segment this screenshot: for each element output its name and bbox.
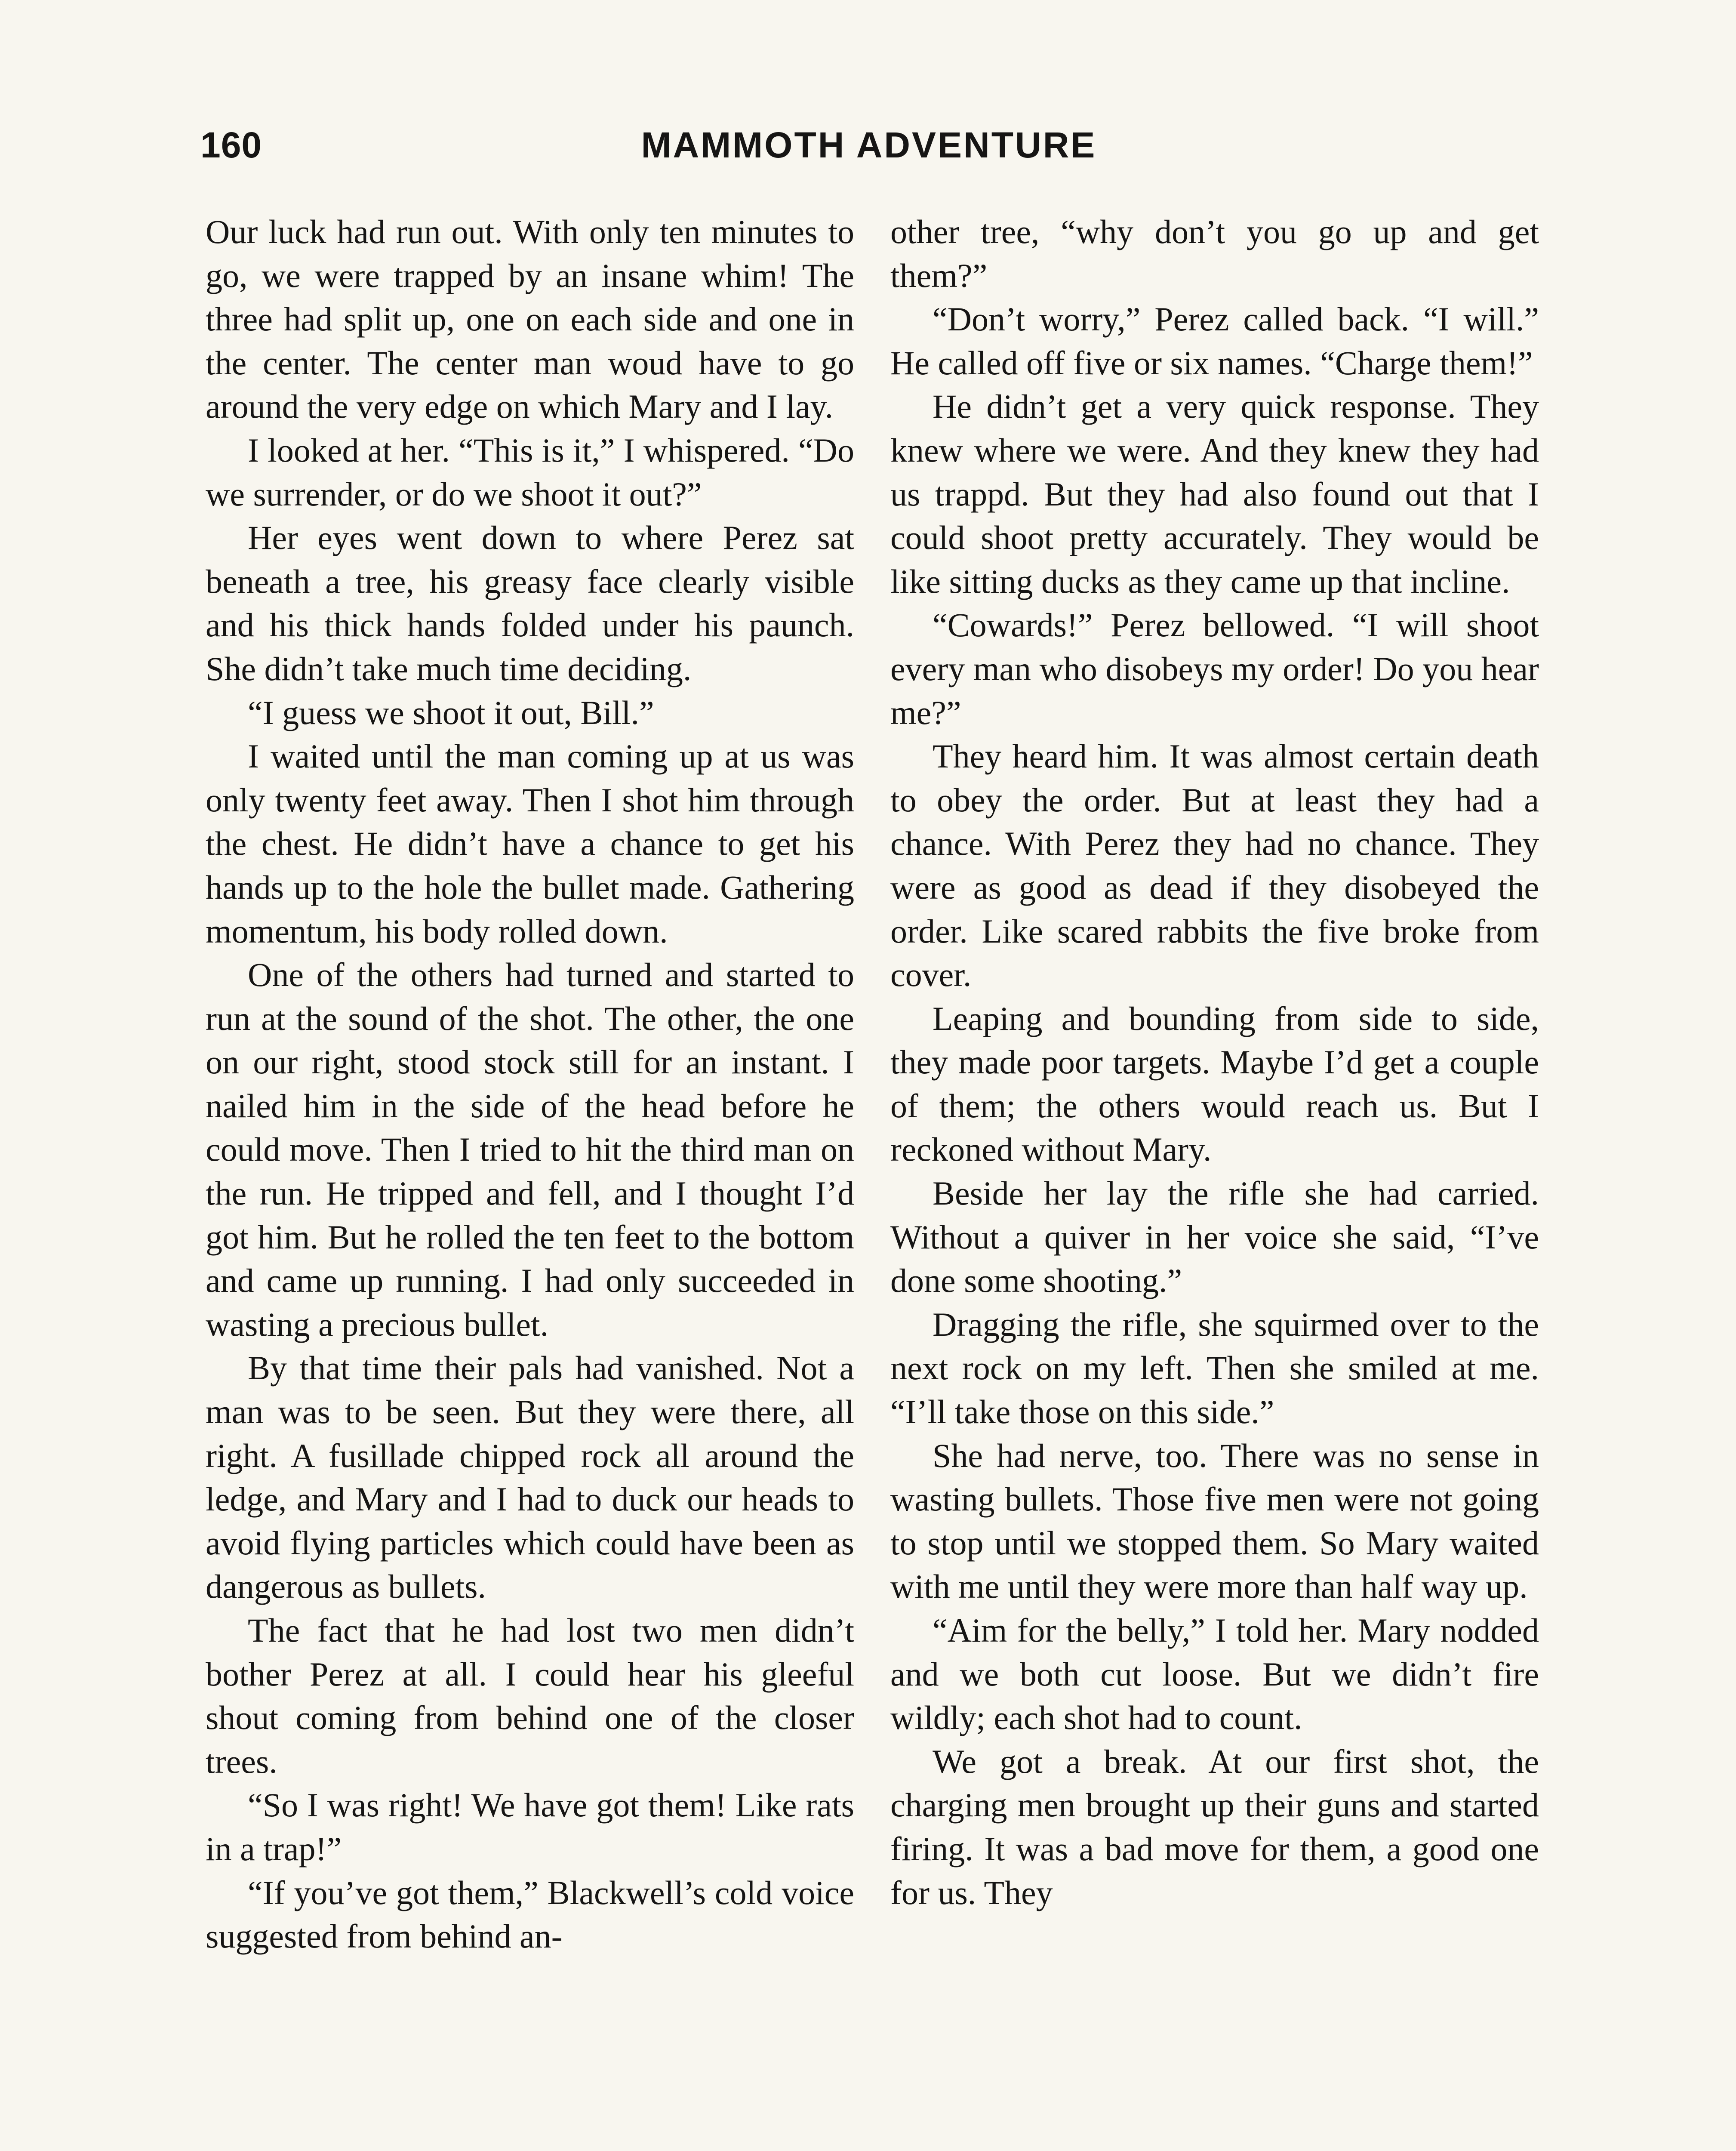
paragraph: He didn’t get a very quick response. They knew where we were. And they knew they had us trappd. But they had also found out that I could shoot pretty accurately. They would be like sitting ducks as they came up that incline. <box>890 388 1539 600</box>
paragraph: Leaping and bounding from side to side, they made poor targets. Maybe I’d get a couple of them; the others would reach us. But I reckoned without Mary. <box>890 999 1539 1168</box>
paragraph: I looked at her. “This is it,” I whispered. “Do we surrender, or do we shoot it out?” <box>206 431 854 513</box>
page-number: 160 <box>200 125 262 165</box>
right-column <box>890 210 1539 2151</box>
paragraph: We got a break. At our first shot, the charging men brought up their guns and started firing. It was a bad move for them, a good one for us. They <box>890 1742 1539 1911</box>
paragraph: Beside her lay the rifle she had carried. Without a quiver in her voice she said, “I’ve done some shooting.” <box>890 1174 1539 1300</box>
paragraph: Our luck had run out. With only ten minutes to go, we were trapped by an insane whim! The three had split up, one on each side and one in the center. The center man woud have to go around the very edge on which Mary and I lay. <box>206 213 854 425</box>
paragraph: “Cowards!” Perez bellowed. “I will shoot every man who disobeys my order! Do you hear me?” <box>890 606 1539 731</box>
paragraph: They heard him. It was almost certain death to obey the order. But at least they had a chance. With Perez they had no chance. They were as good as dead if they disobeyed the order. Like scared rabbits the five broke from cover. <box>890 737 1539 994</box>
paragraph: The fact that he had lost two men didn’t bother Perez at all. I could hear his gleeful shout coming from behind one of the closer trees. <box>206 1612 854 1780</box>
paragraph: By that time their pals had vanished. Not a man was to be seen. But they were there, all right. A fusillade chipped rock all around the ledge, and Mary and I had to duck our heads to avoid flying particles which could have been as dangerous as bullets. <box>206 1349 854 1606</box>
paragraph: “Aim for the belly,” I told her. Mary nodded and we both cut loose. But we didn’t fire wildly; each shot had to count. <box>890 1612 1539 1737</box>
running-header <box>200 121 1537 177</box>
paragraph: She had nerve, too. There was no sense in wasting bullets. Those five men were not going to stop until we stopped them. So Mary waited with me until they were more than half way up. <box>890 1436 1539 1606</box>
paragraph: “If you’ve got them,” Blackwell’s cold voice suggested from behind an- <box>206 1874 854 1955</box>
paragraph: Dragging the rifle, she squirmed over to the next rock on my left. Then she smiled at me. “I’ll take those on this side.” <box>890 1305 1539 1431</box>
running-title: MAMMOTH ADVENTURE <box>641 125 1097 165</box>
paragraph: “So I was right! We have got them! Like rats in a trap!” <box>206 1786 854 1867</box>
paragraph: other tree, “why don’t you go up and get them?” <box>890 213 1539 294</box>
paragraph: One of the others had turned and started to run at the sound of the shot. The other, the one on our right, stood stock still for an instant. I nailed him in the side of the head before he could move. Then I tried to hit the third man on the run. He tripped and fell, and I thought I’d got him. But he rolled the ten feet to the bottom and came up running. I had only succeeded in wasting a precious bullet. <box>206 956 854 1343</box>
paragraph: I waited until the man coming up at us was only twenty feet away. Then I shot him through the chest. He didn’t have a chance to get his hands up to the hole the bullet made. Gathering momentum, his body rolled down. <box>206 737 854 950</box>
paragraph: Her eyes went down to where Perez sat beneath a tree, his greasy face clearly visible and his thick hands folded under his paunch. She didn’t take much time deciding. <box>206 519 854 687</box>
paragraph: “Don’t worry,” Perez called back. “I will.” He called off five or six names. “Charge them!” <box>890 300 1539 382</box>
paragraph: “I guess we shoot it out, Bill.” <box>248 693 654 731</box>
left-column <box>206 210 854 2151</box>
